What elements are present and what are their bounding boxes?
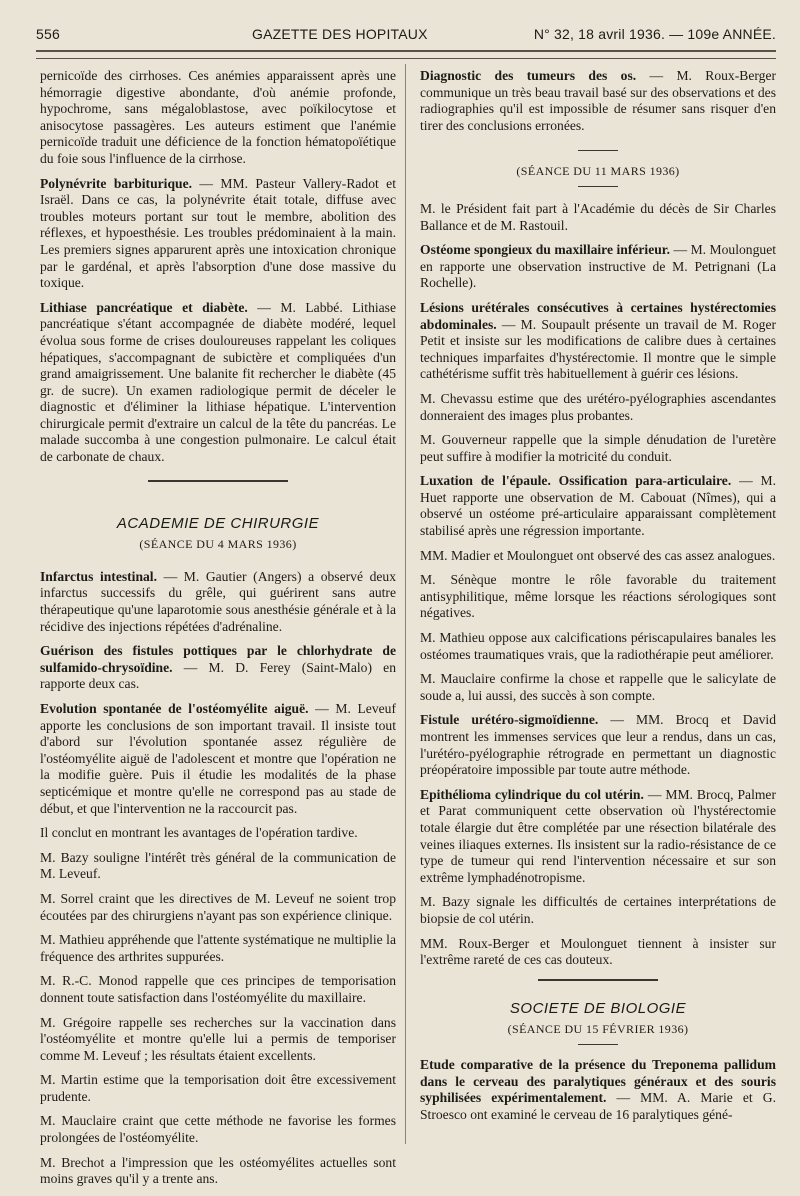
- paragraph: M. Mathieu appréhende que l'attente systématique ne multiplie la fréquence des arthrites suppurées.: [40, 932, 396, 964]
- separator: [578, 186, 618, 187]
- paragraph: M. Bazy souligne l'intérêt très général de la communication de M. Leveuf.: [40, 849, 396, 882]
- paragraph: Lésions urétérales consécutives à certaines hystérectomies abdominales. — M. Soupault présente un travail de M. Roger Petit et insiste sur les modifications de calibre dues à certaines techniques imparfaites d'hystérectomie. Il montre que le simple cathétérisme suffit très habituellement à guérir ces lésions.: [420, 299, 776, 382]
- paragraph: M. R.-C. Monod rappelle que ces principes de temporisation donnent toute satisfaction dans l'ostéomyélite du maxillaire.: [40, 973, 396, 1005]
- seance-date: (SÉANCE DU 11 MARS 1936): [516, 164, 680, 179]
- paragraph: M. Sénèque montre le rôle favorable du traitement antisyphilitique, même lorsque les réactions sérologiques sont négatives.: [420, 572, 776, 621]
- paragraph: M. Bazy signale les difficultés de certaines interprétations de biopsie de col utérin.: [420, 894, 776, 926]
- section-separator: [148, 480, 288, 482]
- paragraph: M. Chevassu estime que des urétéro-pyélographies ascendantes donneraient des images plus probantes.: [420, 390, 776, 423]
- article-title: Lithiase pancréatique et diabète.: [40, 299, 248, 315]
- paragraph: Etude comparative de la présence du Treponema pallidum dans le cerveau des paralytiques généraux et des souris syphilisées expérimentalement. — MM. A. Marie et G. Stroesco ont examiné le cerveau de 16 paralytiques géné-: [420, 1056, 776, 1122]
- article-title: Lésions urétérales consécutives à certaines hystérectomies abdominales.: [420, 299, 776, 332]
- separator: [578, 150, 618, 151]
- paragraph: M. Mauclaire craint que cette méthode ne favorise les formes prolongées de l'ostéomyélite.: [40, 1113, 396, 1146]
- paragraph: M. Sorrel craint que les directives de M. Leveuf ne soient trop écoutées par des chirurgiens n'ayant pas son expérience clinique.: [40, 890, 396, 923]
- article-title: Polynévrite barbiturique.: [40, 175, 193, 191]
- section-separator: [538, 979, 658, 981]
- article-title: Epithélioma cylindrique du col utérin.: [420, 786, 644, 802]
- separator: [578, 1044, 618, 1045]
- paragraph: Infarctus intestinal. — M. Gautier (Angers) a observé deux infarctus successifs du grêle, qui guérirent sans autre thérapeutique qu'une laparotomie sous anesthésie générale et à la récidive des injections répétées d'adrénaline.: [40, 568, 396, 634]
- section-heading: SOCIETE DE BIOLOGIE: [509, 999, 687, 1017]
- article-title: Evolution spontanée de l'ostéomyélite aiguë.: [40, 701, 309, 716]
- header-rule-top: [36, 50, 776, 52]
- article-title: Luxation de l'épaule. Ossification para-articulaire.: [420, 473, 732, 489]
- seance-date: (SÉANCE DU 4 MARS 1936): [139, 537, 297, 552]
- paragraph: Luxation de l'épaule. Ossification para-articulaire. — M. Huet rapporte une observation de M. Cabouat (Nîmes), qui a observé un ostéome pré-articulaire apparaissant complètement stabilisé après une régression importante.: [420, 473, 776, 539]
- paragraph: Diagnostic des tumeurs des os. — M. Roux-Berger communique un très beau travail basé sur des observations et des radiographies qu'il est impossible de résumer sans risquer d'en tirer des conclusions erronées.: [420, 68, 777, 133]
- paragraph: M. le Président fait part à l'Académie du décès de Sir Charles Ballance et de M. Rastouil.: [420, 200, 776, 233]
- page-header: [36, 26, 776, 46]
- paragraph: Polynévrite barbiturique. — MM. Pasteur Vallery-Radot et Israël. Dans ce cas, la polynévrite était totale, diffuse avec troubles moteurs portant sur tout le membre, abolition des réflexes, et hypoesthésie. Les troubles prédominaient à la main. Les premiers signes apparurent après une intoxication chronique par le gardénal, et après l'absorption d'une dose massive du toxique.: [40, 175, 396, 291]
- issue-info: N° 32, 18 avril 1936. — 109e ANNÉE.: [533, 26, 776, 42]
- section-heading: ACADEMIE DE CHIRURGIE: [116, 514, 320, 532]
- paragraph: M. Grégoire rappelle ses recherches sur la vaccination dans l'ostéomyélite et montre qu'elle lui a permis de temporiser comme M. Leveuf ; les résultats étaient excellents.: [40, 1014, 396, 1063]
- seance-date: (SÉANCE DU 15 FÉVRIER 1936): [507, 1022, 689, 1037]
- article-title: Ostéome spongieux du maxillaire inférieur.: [420, 242, 670, 258]
- article-title: Diagnostic des tumeurs des os.: [420, 68, 637, 83]
- paragraph: Guérison des fistules pottiques par le chlorhydrate de sulfamido-chrysoïdine. — M. D. Ferey (Saint-Malo) en rapporte deux cas.: [40, 643, 396, 692]
- article-title: Infarctus intestinal.: [40, 568, 157, 584]
- article-title: Etude comparative de la présence du Treponema pallidum dans le cerveau des paralytiques généraux et des souris syphilisées expérimentalement.: [420, 1056, 776, 1106]
- paragraph: pernicoïde des cirrhoses. Ces anémies apparaissent après une hémorragie digestive abondante, d'où anémie profonde, hypochrome, sans mégaloblastose, avec poïkilocytose et anisocytose passagères. Les auteurs estiment que l'anémie pernicoïde traduit une déficience de la fonction hématopoïétique du foie sous l'influence de la cirrhose.: [40, 68, 396, 166]
- paragraph: M. Gouverneur rappelle que la simple dénudation de l'uretère peut suffire à modifier la motricité du conduit.: [420, 432, 776, 464]
- article-title: Guérison des fistules pottiques par le chlorhydrate de sulfamido-chrysoïdine.: [40, 643, 396, 675]
- paragraph: M. Mathieu oppose aux calcifications périscapulaires banales les ostéomes traumatiques vrais, que la radiothérapie peut améliorer.: [420, 630, 776, 662]
- paragraph: M. Mauclaire confirme la chose et rappelle que le salicylate de soude a, lui aussi, des succès à son compte.: [420, 671, 776, 703]
- paragraph: Epithélioma cylindrique du col utérin. — MM. Brocq, Palmer et Parat communiquent cette observation où l'hystérectomie totale élargie dut être complétée par une résection bilatérale des veines iliaques externes. Ils insistent sur la radio-résistance de ce type de tumeur qui rend l'intervention nécessaire et sur son extrême lymphadénotropisme.: [420, 786, 776, 885]
- paragraph: MM. Roux-Berger et Moulonguet tiennent à insister sur l'extrême rareté de ces cas douteux.: [420, 935, 776, 968]
- paragraph: Ostéome spongieux du maxillaire inférieur. — M. Moulonguet en rapporte une observation instructive de M. Petrignani (La Rochelle).: [420, 242, 777, 291]
- column-divider: [405, 64, 406, 1144]
- paragraph: MM. Madier et Moulonguet ont observé des cas assez analogues.: [420, 547, 776, 563]
- left-column: [40, 68, 396, 1196]
- page-number: 556: [36, 26, 60, 42]
- paragraph: M. Martin estime que la temporisation doit être excessivement prudente.: [40, 1072, 396, 1104]
- article-title: Fistule urétéro-sigmoïdienne.: [420, 712, 599, 728]
- paragraph: Lithiase pancréatique et diabète. — M. Labbé. Lithiase pancréatique s'étant accompagnée de diabète modéré, lequel évolua sous forme de crises douloureuses rappelant les coliques hépatiques, s'accompagnant de subictère et compliquées d'un grand amaigrissement. Une balanite fit rechercher le diabète (45 gr. de sucre). Un examen radiologique permit de déceler le diagnostic et d'éliminer la lithiase hépatique. L'intervention chirurgicale permit d'extraire un calcul de la tête du pancréas. Le malade succomba à une congestion pulmonaire. Le calcul était de carbonate de chaux.: [40, 299, 396, 465]
- paragraph: Fistule urétéro-sigmoïdienne. — MM. Brocq et David montrent les immenses services que leur a rendus, dans un cas, l'urétéro-pyélographie rétrograde en permettant un diagnostic préopératoire impossible par toute autre méthode.: [420, 712, 776, 778]
- journal-title: GAZETTE DES HOPITAUX: [252, 26, 428, 42]
- paragraph: M. Brechot a l'impression que les ostéomyélites actuelles sont moins graves qu'il y a trente ans.: [40, 1154, 396, 1187]
- right-column: [420, 68, 776, 1131]
- paragraph: Il conclut en montrant les avantages de l'opération tardive.: [40, 825, 358, 841]
- paragraph: Evolution spontanée de l'ostéomyélite aiguë. — M. Leveuf apporte les conclusions de son important travail. Il insiste tout d'abord sur l'évolution spontanée assez régulière de l'ostéomyélite aiguë de l'adolescent et montre que l'opération ne la modifie guère. Puis il étudie les modalités de la phase septicémique et montre qu'elle ne correspond pas au stade de début, et que l'intervention ne la raccourcit pas.: [40, 701, 396, 816]
- header-rule-bottom: [36, 58, 776, 59]
